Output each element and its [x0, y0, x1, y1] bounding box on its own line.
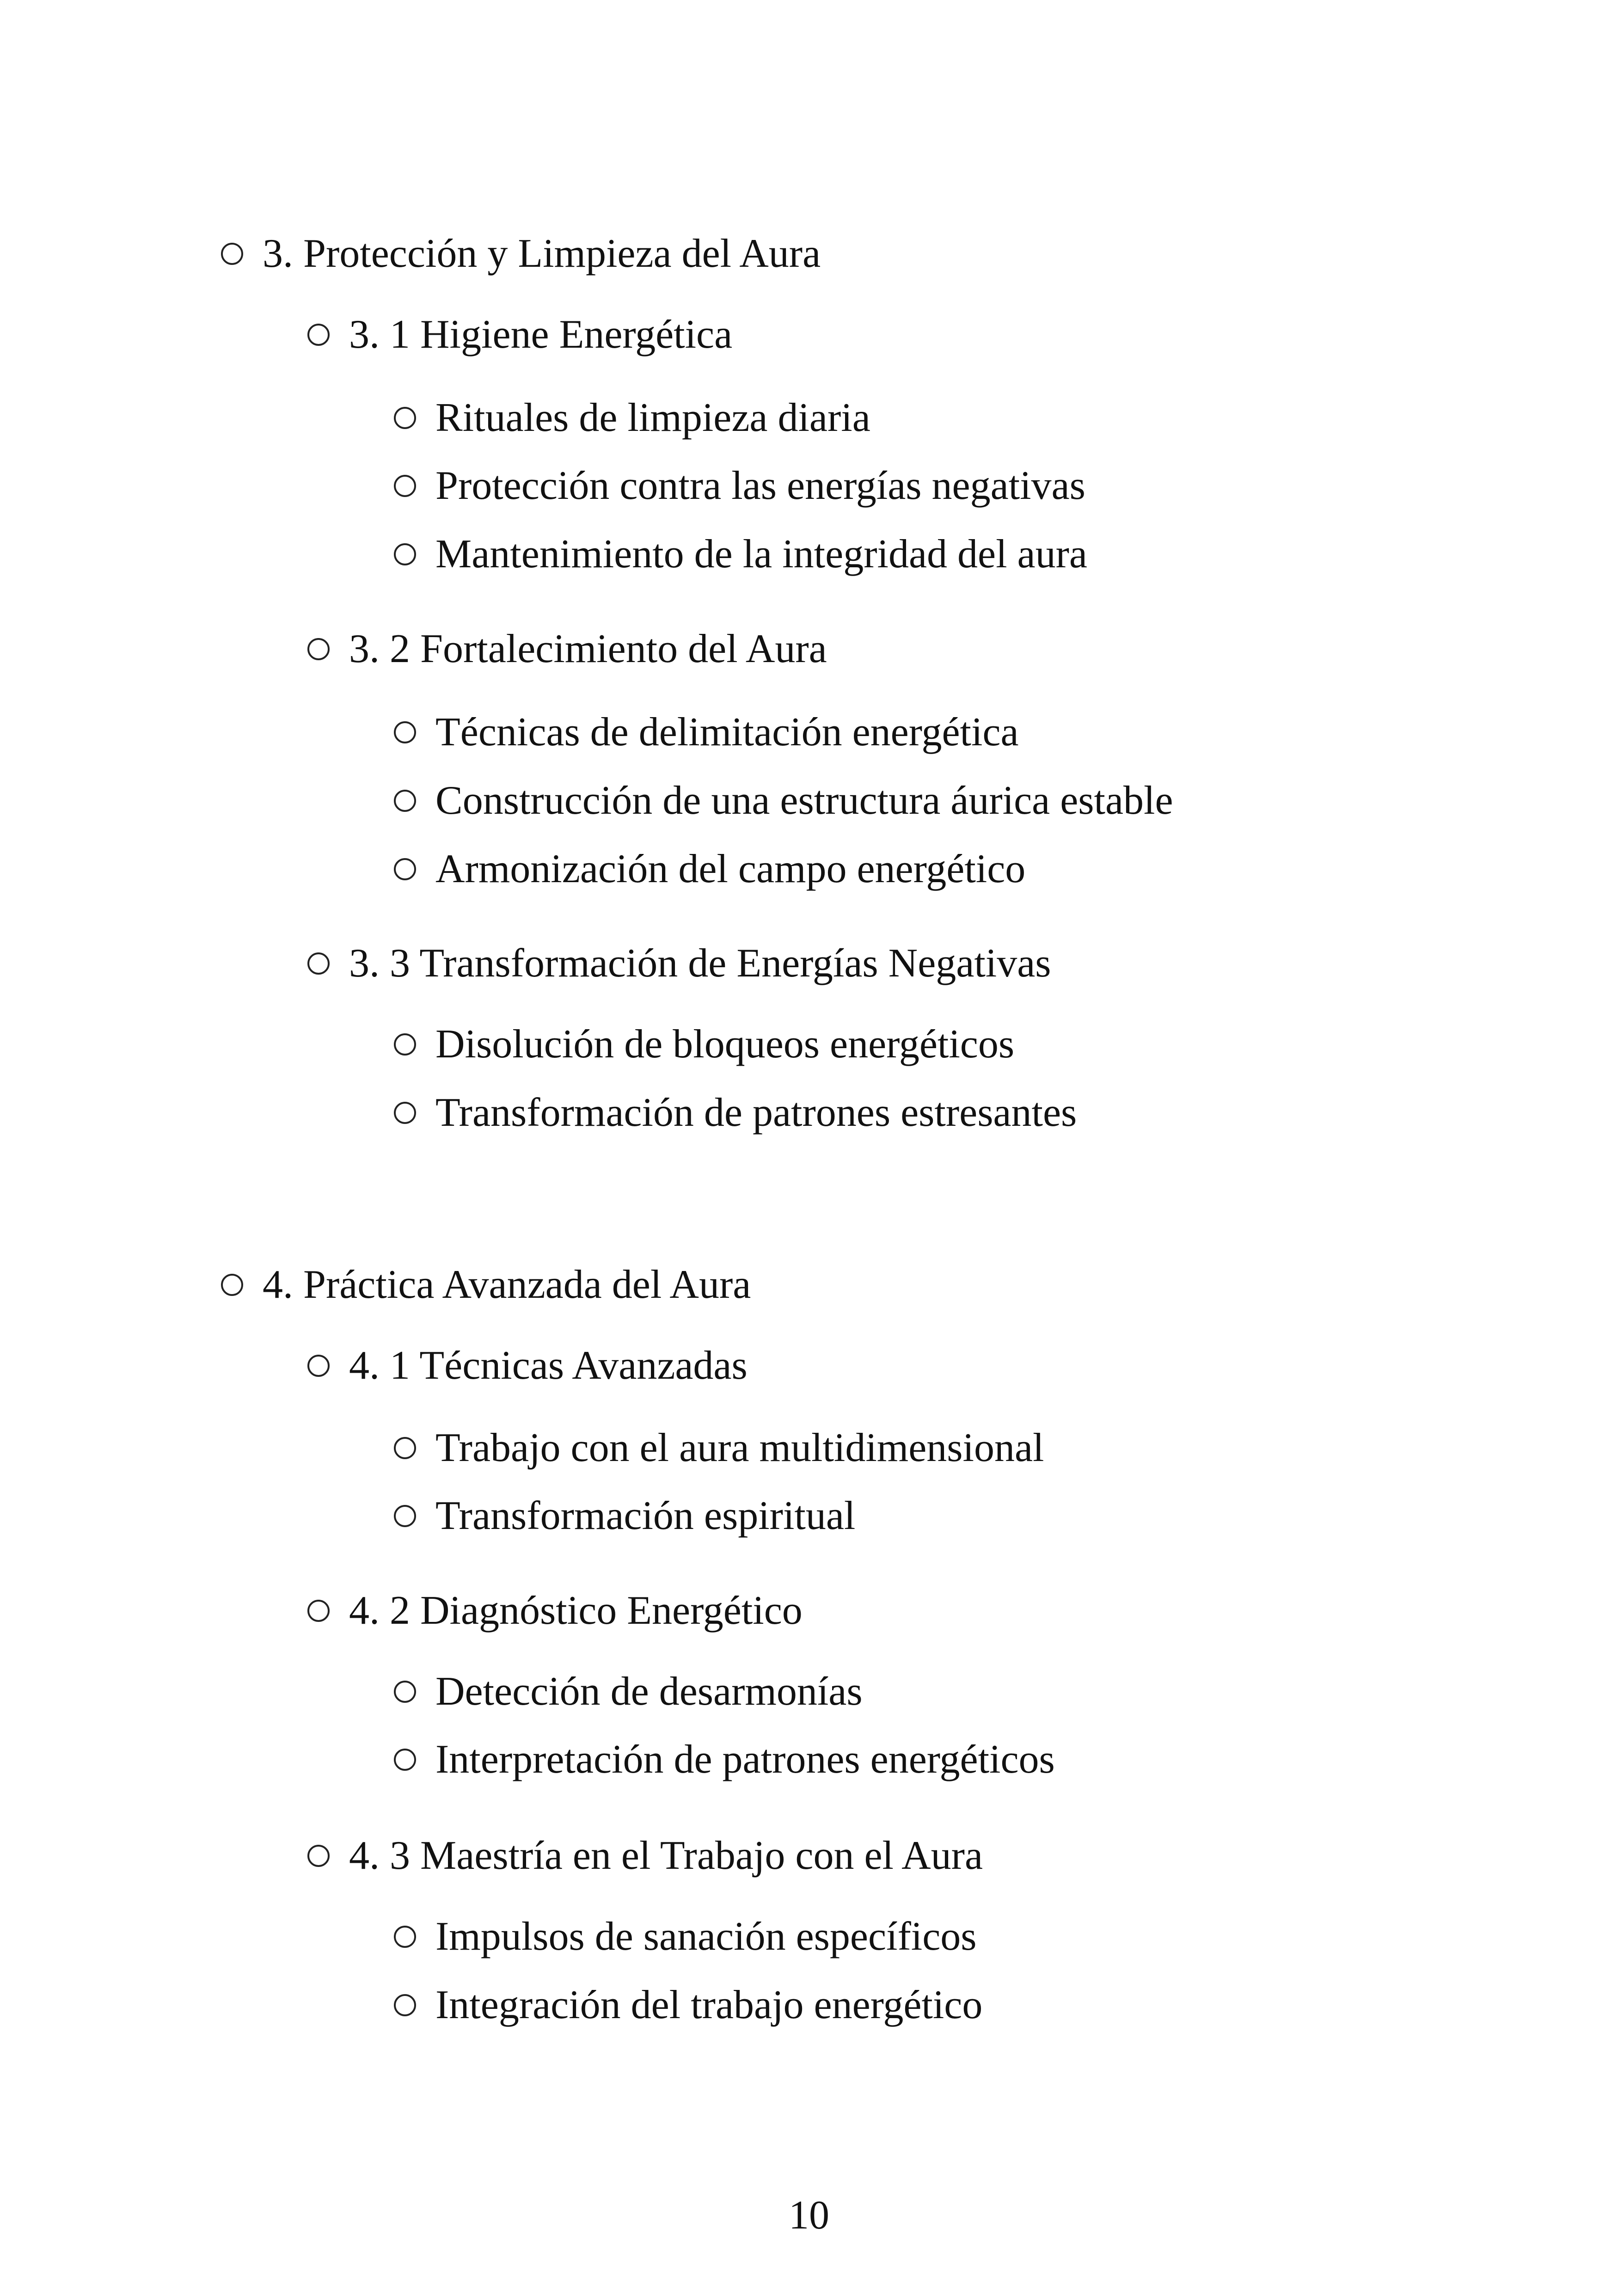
subsection-3-2-heading	[307, 626, 827, 671]
section-3-heading	[221, 233, 821, 274]
list-item-text: Armonización del campo energético	[435, 847, 1026, 891]
list-item	[394, 534, 1087, 575]
subsection-4-3-heading	[307, 1833, 983, 1878]
list-item-text: Construcción de una estructura áurica estable	[435, 778, 1173, 823]
circle-bullet-icon	[394, 1994, 416, 2016]
subsection-3-3-heading	[307, 943, 1051, 984]
list-item	[394, 780, 1173, 821]
subsection-4-2-title: 4. 2 Diagnóstico Energético	[349, 1588, 803, 1633]
section-3-title: 3. Protección y Limpieza del Aura	[263, 231, 821, 276]
list-item-text: Protección contra las energías negativas	[435, 463, 1085, 508]
subsection-3-1-title: 3. 1 Higiene Energética	[349, 312, 733, 357]
circle-bullet-icon	[307, 1845, 330, 1867]
circle-bullet-icon	[307, 1600, 330, 1622]
subsection-4-3-title: 4. 3 Maestría en el Trabajo con el Aura	[349, 1833, 983, 1878]
circle-bullet-icon	[394, 543, 416, 565]
list-item-text: Impulsos de sanación específicos	[435, 1914, 977, 1959]
list-item	[394, 463, 1085, 508]
subsection-3-3-title: 3. 3 Transformación de Energías Negativas	[349, 941, 1051, 986]
list-item-text: Transformación de patrones estresantes	[435, 1090, 1077, 1135]
circle-bullet-icon	[221, 243, 243, 265]
list-item-text: Interpretación de patrones energéticos	[435, 1737, 1055, 1782]
list-item	[394, 395, 870, 440]
list-item-text: Transformación espiritual	[435, 1493, 856, 1538]
list-item	[394, 1425, 1044, 1470]
list-item	[394, 1916, 977, 1957]
list-item-text: Mantenimiento de la integridad del aura	[435, 532, 1087, 577]
circle-bullet-icon	[307, 1355, 330, 1377]
circle-bullet-icon	[394, 407, 416, 429]
list-item	[394, 1090, 1077, 1135]
list-item-text: Detección de desarmonías	[435, 1669, 863, 1714]
list-item	[394, 1985, 982, 2026]
circle-bullet-icon	[394, 721, 416, 743]
subsection-3-2-title: 3. 2 Fortalecimiento del Aura	[349, 626, 827, 671]
subsection-4-1-title: 4. 1 Técnicas Avanzadas	[349, 1343, 748, 1388]
subsection-4-2-heading	[307, 1590, 803, 1631]
list-item	[394, 1493, 856, 1538]
circle-bullet-icon	[394, 475, 416, 497]
page-number: 10	[789, 2193, 829, 2238]
circle-bullet-icon	[394, 1033, 416, 1056]
list-item-text: Trabajo con el aura multidimensional	[435, 1425, 1044, 1470]
circle-bullet-icon	[394, 790, 416, 812]
circle-bullet-icon	[221, 1274, 243, 1296]
subsection-4-1-heading	[307, 1345, 748, 1386]
circle-bullet-icon	[394, 1505, 416, 1527]
circle-bullet-icon	[307, 952, 330, 975]
list-item-text: Técnicas de delimitación energética	[435, 710, 1019, 755]
list-item	[394, 712, 1019, 753]
circle-bullet-icon	[307, 324, 330, 346]
circle-bullet-icon	[394, 1926, 416, 1948]
list-item	[394, 1024, 1014, 1065]
list-item-text: Integración del trabajo energético	[435, 1983, 983, 2027]
circle-bullet-icon	[394, 1437, 416, 1459]
circle-bullet-icon	[307, 638, 330, 660]
section-4-title: 4. Práctica Avanzada del Aura	[263, 1262, 751, 1307]
list-item	[394, 849, 1025, 890]
list-item	[394, 1739, 1055, 1780]
circle-bullet-icon	[394, 1681, 416, 1703]
list-item-text: Rituales de limpieza diaria	[435, 395, 870, 440]
list-item-text: Disolución de bloqueos energéticos	[435, 1022, 1015, 1067]
subsection-3-1-heading	[307, 314, 732, 355]
list-item	[394, 1671, 863, 1712]
circle-bullet-icon	[394, 1749, 416, 1771]
circle-bullet-icon	[394, 1102, 416, 1124]
circle-bullet-icon	[394, 858, 416, 880]
section-4-heading	[221, 1262, 751, 1307]
